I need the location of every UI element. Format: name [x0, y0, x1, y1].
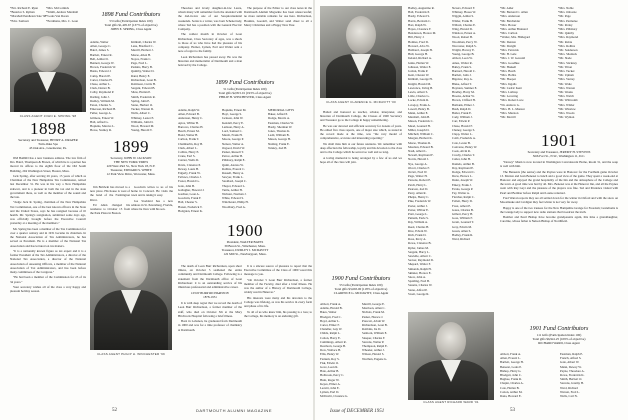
president-line-1900: President, WALTER BATES	[226, 240, 264, 244]
body-text-1899-c: Theodore and lovely daughter-in-law Laura, whom many will remember from the attended with the dad-in-law one of our Sesquicentennial weekends. Sonia is a writer, was born Schenectady, where Ted has a position with the General Electric Company. The coldest month in October of Leon Richardson, Class Secretary of ages, was a shock to those of us who have had the pleasure of his company. Homer, Lyman, Earl and Walter sent a note of regret to the family. Leon Richardson has passed away. He was the historian and memorialist of Dartmouth and a man beloved by the College.	[178, 6, 242, 68]
fund-gifts-1899: 51 Gifts (Participation Index 100)	[223, 87, 267, 91]
year-title-1899: 1899	[113, 137, 149, 156]
body-text-1900-a: The death of Leon Burr Richardson, upon short illness, on October 5 saddened the entire community and Dartmouth College. Following is a statement from the Dartmouth office of Leon Richardson: it is an outstanding service of his illustrious professorial and administrative career. LEON BURR RICHARDSON 1878-1951 It is with deep regret that we record the death of Leon Burr Richardson, a former member of the staff, who died on October 5th at the Mary Hitchcock Hospital following a brief illness. Born in Lebanon, he graduated from Dartmouth in 1900 and was for a time professor of chemistry at Dartmouth.	[178, 264, 242, 332]
fund-heading-1900	[320, 276, 402, 295]
contributor-list-1898-b: Kimball, Charles W. Lane, Bradford C. Merrill, Herbert J. Morse, Allen H. Noyes, Frank C. Page, Fred L. Perkins, Harry B. Quimby, Walter D. Rand, Henry E. Richardson, Leon B. Robinson, Curtis H. Sargent, Edward B. Shaw, Harlan P. Smith, Frederick R. Spring, John E. Stone, Herbert O. Tucker, Warren D. Wells, Albert C. Whitney, Lester E. Williams, John D. Wood, Howard M. Young, Harold T.	[131, 40, 157, 133]
contributor-list-1899-c: Hopkins, Ernest M. Hoyt, George S. Jackson, John W. Kendall, Percy E. Lamson, Harry A. Lord, Samuel C. Marsh, Frank H. Moore, George P. Nelson, Walter A. Osgood, David W. Parker, Russell T. Peirce, Arthur B. Pillsbury, Ralph E. Quint, Alonzo W. Rollins, Everett C. Russell, Henry A. Sawyer, Frank L. Stoddard, Joseph C. Thayer, Edward L. Tuttle, Arthur H. Webster, Norman J. White, Edward S. Winchester, Philip H. Woodbury, Fred A.	[222, 108, 249, 209]
photo-caption-spring: CLASS AGENT JOHN E. SPRING '98	[19, 114, 77, 118]
section-heading-1901	[500, 132, 618, 158]
photo-caption-winchester: CLASS AGENT PHILIP H. WINCHESTER '99	[97, 352, 165, 356]
secretary-line-1901: Secretary and Treasurer, JEREMY H. STEVENS	[527, 150, 591, 154]
kicker-dates-1900: 1878-1951	[203, 295, 217, 300]
body-text-1900-b: It is a sincere source of pleasure to report that the Executive Committee of the Class of 1900 voted this message to you. "On October 5 Leon Burr Richardson, a former member of the Faculty, died after a brief illness. He was the author of a History of Dartmouth College, widely read in Hanover." His interests were many and his devotion to the College was lifelong, as was his service in every form and phase of its life. To all of us who knew him, his passing is a loss; to the College, his memory is an enduring gift.	[244, 264, 312, 318]
year-title-1898: 1898	[30, 119, 66, 138]
body-text-1898: JIM BAIRD has a new business address. The law firm of Drs. Baird, Thompson & Brown, of which he is a partner has moved its offices to the eighth floor of the Old South Building, 294 Washington Street, Boston, Mass. Jack Spring, after serving 26 years, 15 years of which as Chairman of the New Hampshire Tax Commission, retired last December 31. He was in his way a New Hampshire stalwart, and is a pioneer in both the tax and in the state government there, as well as the member of the sound and the late. "Judge Jack R. Spring, chairman of the New Hampshire Tax Commission, one of the best known officers in the State and the United States, says he has resigned because of ill health. Mr. Spring's resignation, submitted some days ago, was officially brought before the Executive Council yesterday at a meeting of the members." Mr. Spring has been a member of the Tax Commission for over a quarter century and in 1931 became its chairman. In the National Association of Tax Administrators, he has served as President. He is a member of the National Tax Association and has lectured on tax matters. "It is a nationally known figure as tax expert and it is a former President of the Tax Administrators, a director of the National Tax Association, a director of the National Association of Assessing Officers, a member of the National Association of Tax Administrators, and has been before many committees of the Congress." "He had been a member of the Commission for 25 of its 34 years." Your secretary wishes all of the class a very happy and pleasant holiday season.	[10, 156, 86, 294]
treasurer-line-1900: Treasurer, DUDLEY J. MCDAVITT	[221, 248, 269, 252]
name-list-1898-continued: *Ern. Richard E. Ryan *Beatrice S. Ryman *Marshall Pendleton Sale '98 *Edw. Sanborn	[10, 6, 47, 23]
fund-title-1901: 1901 Fund Contributors	[529, 326, 589, 332]
portrait-photo-winchester	[90, 232, 172, 350]
city-line-1898: 43 Oak Ave., Greenwater, Pa.	[29, 146, 67, 150]
fund-gifts-1900: 55 Gifts (Participation Index 100)	[339, 283, 383, 287]
address1-line-1899: THE NEW YORK TIMES	[113, 160, 149, 164]
section-heading-1898	[10, 120, 86, 150]
kicker-name-1900: LEON BURR RICHARDSON	[191, 291, 229, 296]
address2-line-1899: 229 West 43rd St., New York 18, N.Y.	[106, 164, 156, 168]
contributor-list-1901-a: Abbott, Frank A. Allen, Everett L. Bartlett, George H. Benezet, Louis P. Bishop, Harry G. Blodgett, John C. Bugbee, Frank R. Chapin, Charles A. Cole, Harlan B. Cotton, Arthur M. Dana, Howard E.	[500, 352, 524, 399]
fund-agent-1899: PHILIP H. WINCHESTER, Class Agent	[219, 95, 271, 99]
address3-line-1899: 12 Park View Drive, Worcester, Mass.	[106, 172, 156, 176]
address-line-1901: 56th Fort St., N.W., Washington 11, D.C.	[532, 154, 586, 158]
contributor-list-1901-top-b: *Mrs. Noble *Mrs. Osborne *Mr. Page *Mrs. Parmelee *Mr. Perley *Mrs. Pillsbury *Mr. Quinby *Mrs. Raymond *Mr. Robie *Mrs. Rollins *Mr. Sanderson *Mrs. Shattuck *Mr. Slade *Mrs. Stickney *Mr. Tilton *Mrs. Tucker *Mr. Upham *Mrs. Varney *Mr. Waite *Mrs. Warren *Mr. Weeks *Mrs. Welch *Mr. Whitcomb *Mrs. Wilder *Mr. Winslow *Mrs. Woods *Mr. Wyman	[558, 6, 579, 120]
body-text-1899-a: Jim Baldwin has moved to a new place. His house is west of the bend of the Farmington River. Ed Allen changed his residence to October 15 from the Park Plaza in Boston.	[90, 185, 130, 216]
portrait-photo-ward	[408, 312, 494, 404]
page-gutter	[313, 0, 315, 420]
year-title-1901: 1901	[541, 131, 577, 150]
body-text-1900-c: Hailed and honored as teacher, scholar, interpreter, and historian of Dartmouth College, the Classes of 1900 Secretary and Treasurer go to the College in happy remembering. He was our devoted and efficient secretary for dozens of years. He edited five class reports, one of major size which, as stated in the record made at the time, was "the very model of comprehensive, accurate and interesting reporting." We shall miss him at our future reunions. We remember with deep affection the fellowship, loyalty and his devotion to the class and to the College which he served so well and so long. A loving memorial is being arranged by a few of us and we hope all of the class will join.	[320, 110, 402, 164]
page-number-left: 52	[112, 408, 117, 413]
contributor-list-1900-c: Hadley, Augustine R. Hall, Frederick P. Hardy, Edward S. Harris, Bertram C. Hart, Ralph W. Hayes, Clarence F. Henderson, Horace M. Hill, Harry J. Holmes, Fred D. Howard, Alva W. Hubbard, Joseph H. Hull, George H. Ireland, Richard A. Jenks, Harlan W. Johnson, Walter E. Jordan, Frank P. Kent, Chester W. Kimball, George H. Knight, Harold M. Lawrence, Irving B. Lewis, Albert S. Little, Charles G. Locke, Edwin R. Lovejoy, Frank A. Lowell, Henry B. Mann, Arthur E. Marshall, John B. Mason, Frederick C. Mead, Leonard H. Miller, Joseph D. Mitchell, William C. Morgan, Herbert K. Morse, Thomas R. Moulton, Edward B. Nash, Albert L. Newell, Raymond F. Norris, Harold J. Nye, George A. Olcott, Charles F. Orcutt, Fred W. Page, Walter H. Parsons, Robert E. Patch, Harry L. Pearson, Joel D. Perry, Allen R. Phelps, Henry C. Pike, Frederick W. Porter, Arthur J. Potter, Wilbur E. Pratt, George L. Putnam, Earle S. Ray, William A. Reed, Charles H. Rice, Edwin W. Rich, Frank D. Ross, Percy A. Rowe, Clarence B. Ryder, James M. Sargent, Harry L. Sawtelle, Albert C. Seaver, Raymond D. Shepard, Walter F. Simonds, Ralph H. Skinner, Horace E. Snow, John A. Spalding, Fred B. Stearns, Charles W. Stone, Alfred P. Swett, George R.	[408, 6, 437, 296]
address-line-1898: Twin-Oaks Spa	[38, 142, 58, 146]
contributor-list-1899-d: MEMORIAL GIFTS Baker, Alfred P. Dodge, Morris A. Eastman, Charles W. Hardy, Sherman W. Jones, Thomas K. Ladd, William B. Mason, George H. Nutting, Frank E. Tenney, Joel H.	[268, 108, 295, 150]
contributor-list-1899-b: Adams, Ralph W. Allen, Edward B. Anderson, Henry C. Ayres, Wilbur B. Barrows, Charles H. Beach, Ernest M. Bond, Walter H. Carlton, Frank T. Chamberlin, Roy B. Clark, Albert L. Collins, Harry E. Crane, Earl S. Currier, Wells D. Davis, Clarence P. Dewey, Louis H. Edgerly, Frank W. Fellows, Charles J. Foster, Harold G. Gale, John B. Gallagher, Howard J. Gardner, Leon A. Goodwin, Frank F. Hall, Chester S. Hazen, Frederick T. Hodgdon, Ernest K.	[178, 108, 205, 213]
address1-line-1900: 39 Bacon St., Winchester, Mass.	[224, 244, 266, 248]
fund-gifts-1901: 111 Gifts (Participation Index 100)	[536, 333, 582, 337]
fund-total-1901: Total gifts $6,941.25 (109% of objective)	[532, 337, 586, 341]
fund-heading-1899	[178, 80, 312, 99]
contributor-list-1901-top-a: *Mr. Alder *Mr. Bernard C. Allen *Mrs. Anderson *Mr. Batchelder *Mrs. Bower *Mrs. Arthur Brainard *Mrs. Carlton *Walter, Mrs. Hildegard *Mr. Denton *Mr. Dwight *Mrs. Fenwick *Mr. H. Gale *Mrs. J. W. Gerould *Mrs. Goodhue *Mr. Haskell *Mrs. Heath *Mrs. Hobbs *Mr. Hooper *Mrs. Ingalls *Mr. Cedric Kent *Mrs. Lathrop *Mr. Lovering *Mrs. Robert Luce *Dr. Andrew G. *Mrs. H. L. Mansur *Mrs. Marston *Mr. Morrill	[500, 6, 531, 120]
fund-agent-1901: RICHARD WARD, Class Agent	[538, 341, 580, 345]
fund-heading-1901	[500, 326, 618, 345]
contributor-list-1900-d: Nevers, Edward F. Whitney, Hosea W. Wiggin, Arthur S. Wilder, Frank H. Willard, Charles E. Wing, Harold D. Winslow, Ernest A. Wood, Robert B. Woodman, Percy W. Worcester, Ralph S. Wright, Harvey E. Young, George B. Abbott, Leon W. Ames, Walter R. Bailey, Frank S. Barnard, Harold C. Bartlett, John J. Bigelow, Roy A. Blake, Alfred T. Boynton, Sumner E. Bradley, Harry M. Brooks, Arthur W. Brown, Clifford H. Burbank, Elmer J. Bush, Ralph D. Butler, Frank E. Cady, William J. Carr, Edwin P. Chase, Harold F. Cheney, George S. Clapp, Walter L. Cobb, Frederick A. Cole, Lester B. Converse, Henry W. Cook, Alvin R. Crosby, Charles T. Cutler, John H. Daniels, Arthur B. Day, Raymond E. Dodge, Edward C. Drew, Horace L. Dunn, Joseph W. Emery, Frank J. Evans, George P. Fay, Walter A. Fletcher, Ralph C. Follett, Harry D. Frost, Albert E. Gates, Charles B. Gilbert, Percy H. Goss, William F. Grant, Leonard T. Gray, Edwin M. Green, Allen S. Hadley, Frank R. Ward, Richard	[452, 6, 478, 242]
secretary-line-1898: Secretary and Treasurer, HENRY A. DRAPER	[18, 138, 78, 142]
contributor-list-1900-a: Abbott, Frank A. Adams, Harold B. Bates, Walter Blodgett, Fred C. Boyd, Arthur L. Carter, Elmer F. Chandler, Guy W. Childs, Ralph L. Colton, Harry E. Cummings, Albert R. Dearborn, George B. Dow, Wallace H. Ellis, Henry W. Farnum, Roy S. Fisk, Edwin O. Gove, Leon R. Hale, Arthur B. Holbrook, Percy C. Hunt, Roger W. Keyes, Elmer A. Leavitt, John E. Lyman, Earl D. McDavitt, Clarence G.	[320, 302, 349, 399]
contributor-list-1900-b: Merrill, George E. Morrison, Allen C. Nichols, Frank M. Parker, Horace J. Prescott, Alvah W. Richardson, Leon B. Robbins, Ira D. Sanborn, William E. Sleeper, Charles F. Stevens, Walter P. Thompson, Ralph E. Wheeler, Arthur J. Wilson, Harold S. Worthen, Eugene G.	[362, 302, 388, 361]
address2-line-1900: 122 Mill St., Newburyport, Mass.	[223, 252, 267, 256]
secretary-line-1899: Secretary, JOHN W. JACKSON	[110, 156, 152, 160]
fund-total-1900: Total gifts $3,665.00 (118% of objective)	[334, 287, 388, 291]
photo-caption-ward: CLASS AGENT RICHARD WARD '01	[408, 400, 494, 404]
portrait-photo-spring	[10, 28, 86, 112]
contributor-list-1901-b: Eastman, Ralph E. French, Alfred S. Gale, Albert W. Mann, Dewey W. Payne, Theodore A. Rowe, Frederick K. Smith, Herbert O. Stevens, Jeremy H. Ward, Richard Warren, Fred L. Wells, Carl N.	[560, 352, 585, 399]
section-heading-1900	[178, 222, 312, 256]
body-text-1899-b: Goodwin writes to us of his home in Concord. He visits the town and is taking it easy. Joe Stoddard has a new address in St. Petersburg, Florida, where he lives with his son.	[131, 185, 173, 212]
contributor-list-1899-a: The purpose of the Editor to out class notes in the Dartmouth Alumni Magazine has been unsuccessful; no more suitable remarks for use here. Richardson, Hoskins, Goodell, and Walter send cheer to all a Merry Christmas and a Happy New Year.	[244, 6, 312, 27]
contributor-list-1898-a: Adams, Walter Allen, George C. Baird, James S. Bartlett, Ernest R. Bell, Arthur D. Bennett, George W. Brown, Frederick W. Burns, Edward J. Camp, Harold E. Carter, Charles H. Chase, Arthur L. Clark, Dexter B. Colby, Raymond P. Darling, John J. Dudley, William M. Eaton, Charles S. Emerson, Richard B. Fuller, George A. Gilmore, Ernest W. Hall, Alfred G. Hopkins, Marcus L. Howe, Stanley R.	[90, 40, 116, 133]
fund-total-1898: Total gifts $1,405.67 (137% of objective)	[104, 23, 158, 27]
fund-title-1900: 1900 Fund Contributors	[331, 276, 391, 282]
fund-title-1898: 1898 Fund Contributors	[101, 12, 161, 18]
photo-caption-mcdavitt: CLASS AGENT CLARENCE G. MCDAVITT '00	[326, 100, 396, 104]
page-number-right: 53	[510, 408, 515, 413]
fund-total-1899: Total gifts $2,815.01 (193% of objective)	[218, 91, 272, 95]
running-footer-right	[330, 408, 384, 414]
fund-gifts-1898: 53 Gifts (Participation Index 100)	[109, 19, 153, 23]
treasurer-line-1899: Treasurer, EDWARD S. WHITE	[110, 168, 152, 172]
name-list-1898-b: *Mrs. McCormick *Smith, Andrew Marshall *Louis Van Doren *Eerdmans, Mrs. C. Leon	[46, 6, 79, 23]
fund-agent-1898: JOHN E. SPRING, Class Agent	[110, 27, 152, 31]
section-heading-1899	[90, 138, 172, 176]
running-footer-left: DARTMOUTH ALUMNI MAGAZINE	[196, 408, 272, 413]
fund-heading-1898	[90, 12, 172, 31]
issue-line: Issue of DECEMBER 1951	[330, 409, 385, 414]
fund-title-1899: 1899 Fund Contributors	[215, 80, 275, 86]
body-text-1901: "Dewey" Mann is now located in Washington Convalescent Home, Room 31, and the soup is well with him. The Benezets (the senior) and the Paynes were in Hanover for the Fordham game October 13. Marion and Jean Benezet to lunch and a good view of the game. They spent a week-end at Hanover and enjoyed the grand hospitality of the Inn and the atmosphere of the College and the town. A good time was had by all. Mrs. Benezet was at the Hanover Inn, and all the Paynes went with Ray Gayt and the pleasure of the players was fine. Ted and Prudence visited with Pearl and Bomber before Ralph and Louise returned. Fred Warren reports they are all settled down for the winter in Oxford and with the snow on Moosilauke and Cardigan they feel winter is not very far away. Happy is one of the two trustees for the New Hampshire Grange for Freedom; Grandtoms is the Grange lady to support new radio stations that broadcast the truth. Bomber and Pearl Bishop have become grandparents again, this time a granddaughter, Caroline, whose father is Nelson Bishop of Northfield.	[500, 160, 618, 224]
year-title-1900: 1900	[227, 221, 263, 240]
fund-agent-1900: CLARENCE G. MCDAVITT, Class Agent	[333, 291, 389, 295]
portrait-photo-mcdavitt	[320, 6, 402, 98]
